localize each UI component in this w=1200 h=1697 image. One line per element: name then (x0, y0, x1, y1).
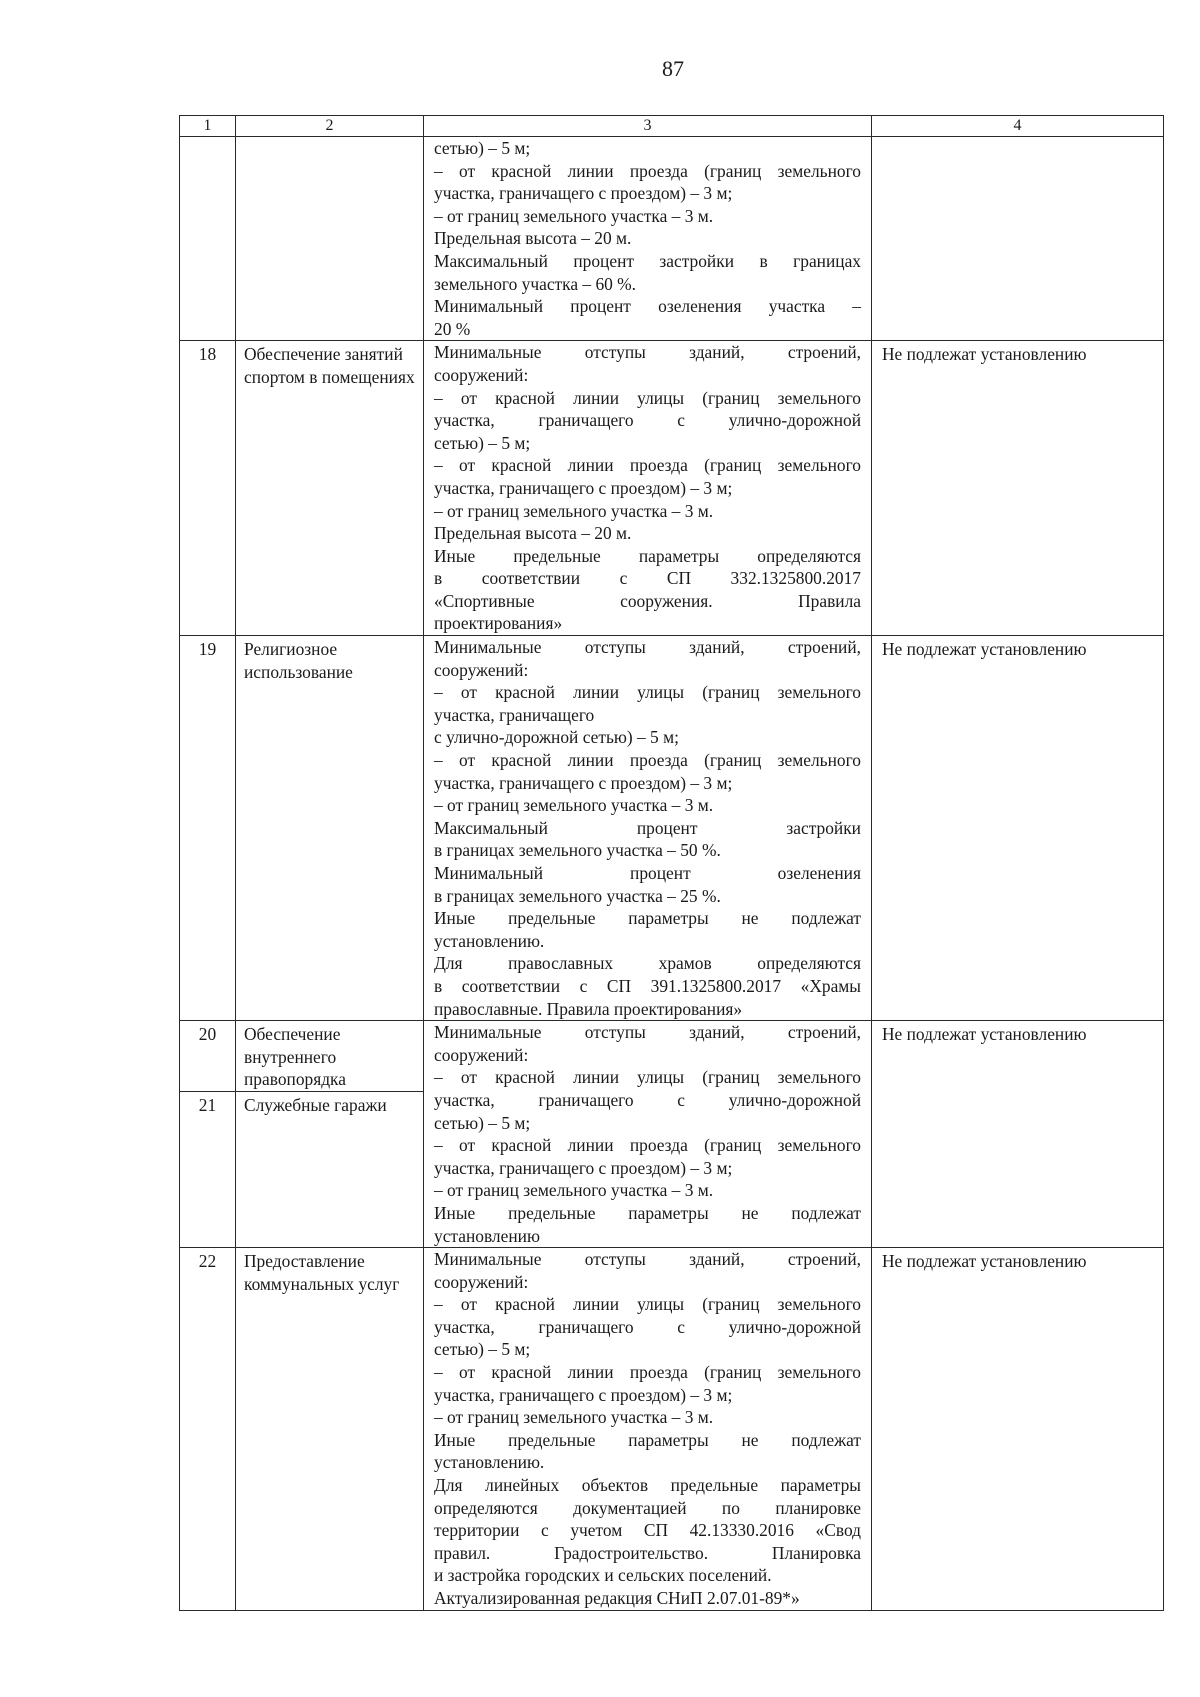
restrictions-cell: Не подлежат установлению (872, 1248, 1164, 1611)
row-number: 21 (180, 1091, 236, 1247)
land-use-name (236, 137, 424, 341)
parameter-line: сетью) – 5 м; (434, 138, 531, 158)
parameter-line: – от границ земельного участка – 3 м. (434, 1180, 714, 1201)
parameter-line: участка, граничащего (434, 704, 595, 725)
table-row (180, 1248, 1164, 1611)
parameter-line: Для линейных объектов предельные параметры (434, 1475, 861, 1496)
parameter-line: Минимальный процент озеленения участка – (434, 296, 861, 317)
table-header-row (180, 116, 1164, 137)
parameter-line: «Спортивные сооружения. Правила (434, 590, 861, 611)
header-cell: 2 (236, 116, 424, 137)
parameters-cell (424, 341, 872, 636)
parameter-line: участка, граничащего с улично-дорожной (434, 1316, 861, 1337)
parameter-line: установлению. (434, 1452, 545, 1473)
parameter-line: в границах земельного участка – 25 %. (434, 885, 721, 906)
land-use-name: Религиозное использование (236, 636, 424, 1021)
parameter-line: правил. Градостроительство. Планировка (434, 1542, 861, 1563)
parameter-line: – от красной линии улицы (границ земельного (434, 1067, 861, 1088)
parameter-line: Иные предельные параметры не подлежат (434, 1202, 861, 1223)
row-number (180, 137, 236, 341)
parameter-line: в границах земельного участка – 50 %. (434, 840, 721, 861)
parameter-line: земельного участка – 60 %. (434, 273, 637, 294)
parameter-line: православные. Правила проектирования» (434, 998, 743, 1019)
land-use-name: Обеспечение внутреннего правопорядка (236, 1021, 424, 1092)
parameter-line: сооружений: (434, 1044, 529, 1065)
parameter-line: Предельная высота – 20 м. (434, 523, 632, 544)
parameter-line: – от красной линии проезда (границ земельного (434, 455, 861, 476)
restrictions-cell: Не подлежат установлению (872, 1021, 1164, 1248)
parameter-line: – от красной линии проезда (границ земельного (434, 160, 861, 181)
parameter-line: – от границ земельного участка – 3 м. (434, 205, 714, 226)
parameter-line: участка, граничащего с улично-дорожной (434, 1089, 861, 1110)
parameter-line: – от красной линии проезда (границ земельного (434, 1135, 861, 1156)
parameter-line: участка, граничащего с проездом) – 3 м; (434, 1384, 733, 1405)
row-number: 22 (180, 1248, 236, 1611)
parameter-line: сооружений: (434, 364, 529, 385)
parameter-line: сетью) – 5 м; (434, 432, 531, 453)
parameter-line: сооружений: (434, 659, 529, 680)
parameter-line: – от красной линии проезда (границ земельного (434, 1362, 861, 1383)
parameter-line: участка, граничащего с проездом) – 3 м; (434, 477, 733, 498)
page-number: 87 (662, 56, 684, 81)
parameter-line: с улично-дорожной сетью) – 5 м; (434, 727, 679, 748)
header-cell: 1 (180, 116, 236, 137)
parameter-line: Минимальные отступы зданий, строений, (434, 342, 861, 363)
parameter-line: проектирования» (434, 613, 563, 634)
restrictions-cell: Не подлежат установлению (872, 636, 1164, 1021)
parameter-line: – от границ земельного участка – 3 м. (434, 795, 714, 816)
restrictions-cell: Не подлежат установлению (872, 341, 1164, 636)
parameter-line: территории с учетом СП 42.13330.2016 «Свод (434, 1520, 861, 1541)
row-number: 19 (180, 636, 236, 1021)
parameter-line: – от границ земельного участка – 3 м. (434, 1407, 714, 1428)
restrictions-cell (872, 137, 1164, 341)
table-row (180, 636, 1164, 1021)
parameter-line: Максимальный процент застройки в границах (434, 250, 861, 271)
header-cell: 4 (872, 116, 1164, 137)
parameter-line: участка, граничащего с проездом) – 3 м; (434, 183, 733, 204)
parameter-line: установлению. (434, 930, 545, 951)
land-use-name: Служебные гаражи (236, 1091, 424, 1247)
parameter-line: Актуализированная редакция СНиП 2.07.01-89*» (434, 1588, 800, 1608)
parameter-line: сетью) – 5 м; (434, 1112, 531, 1133)
parameter-line: определяются документацией по планировке (434, 1497, 861, 1518)
row-number: 20 (180, 1021, 236, 1092)
parameter-line: сооружений: (434, 1271, 529, 1292)
regulations-table (179, 115, 1164, 1611)
parameter-line: – от красной линии проезда (границ земельного (434, 750, 861, 771)
parameter-line: Минимальные отступы зданий, строений, (434, 637, 861, 658)
parameters-cell (424, 1021, 872, 1248)
table-row (180, 1021, 1164, 1092)
parameters-cell (424, 636, 872, 1021)
parameter-line: в соответствии с СП 391.1325800.2017 «Храмы (434, 975, 861, 996)
parameter-line: Иные предельные параметры не подлежат (434, 1429, 861, 1450)
parameter-line: и застройка городских и сельских поселений. (434, 1565, 772, 1586)
parameter-line: участка, граничащего с проездом) – 3 м; (434, 1157, 733, 1178)
row-number: 18 (180, 341, 236, 636)
parameter-line: – от красной линии улицы (границ земельного (434, 682, 861, 703)
parameter-line: Для православных храмов определяются (434, 953, 861, 974)
parameter-line: участка, граничащего с проездом) – 3 м; (434, 772, 733, 793)
parameter-line: 20 % (434, 318, 471, 339)
header-cell: 3 (424, 116, 872, 137)
table-row (180, 137, 1164, 341)
parameter-line: – от красной линии улицы (границ земельного (434, 387, 861, 408)
parameter-line: – от красной линии улицы (границ земельного (434, 1294, 861, 1315)
parameter-line: сетью) – 5 м; (434, 1339, 531, 1360)
parameter-line: – от границ земельного участка – 3 м. (434, 500, 714, 521)
parameter-line: установлению (434, 1225, 540, 1246)
parameter-line: Предельная высота – 20 м. (434, 228, 632, 249)
land-use-name: Обеспечение занятий спортом в помещениях (236, 341, 424, 636)
parameters-cell (424, 1248, 872, 1611)
parameter-line: Максимальный процент застройки (434, 817, 861, 838)
table-row (180, 341, 1164, 636)
parameter-line: Иные предельные параметры не подлежат (434, 908, 861, 929)
parameter-line: в соответствии с СП 332.1325800.2017 (434, 568, 861, 589)
land-use-name: Предоставление коммунальных услуг (236, 1248, 424, 1611)
parameter-line: участка, граничащего с улично-дорожной (434, 410, 861, 431)
parameter-line: Минимальный процент озеленения (434, 863, 861, 883)
parameters-cell (424, 137, 872, 341)
parameter-line: Минимальные отступы зданий, строений, (434, 1249, 861, 1270)
parameter-line: Минимальные отступы зданий, строений, (434, 1022, 861, 1043)
parameter-line: Иные предельные параметры определяются (434, 545, 861, 566)
